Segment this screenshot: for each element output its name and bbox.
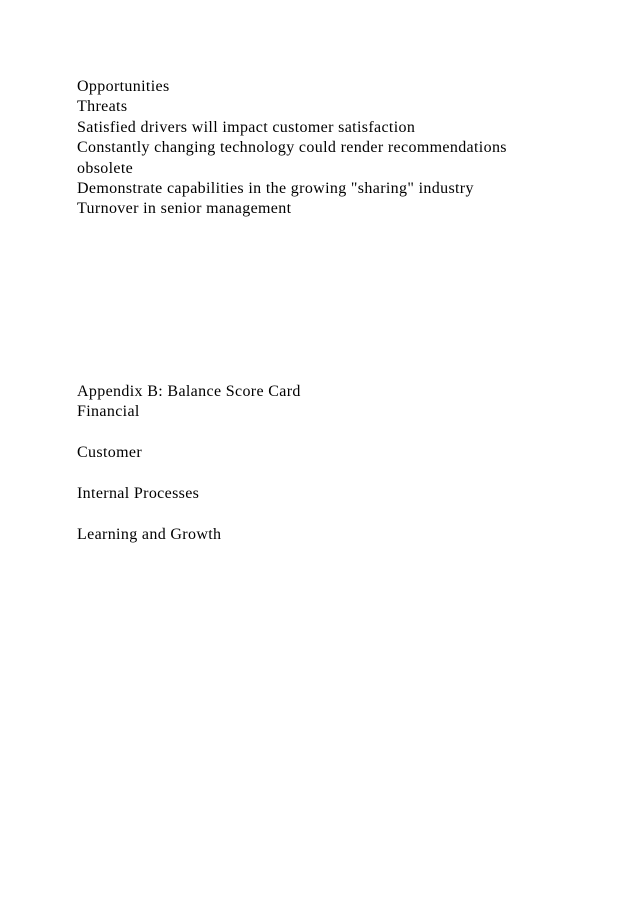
spacer	[77, 464, 301, 484]
swot-line-changing-technology: Constantly changing technology could render recommendations	[77, 139, 507, 157]
swot-text-block	[77, 77, 507, 220]
section-internal-processes: Internal Processes	[77, 484, 200, 502]
appendix-title: Appendix B: Balance Score Card	[77, 383, 301, 400]
swot-line-turnover: Turnover in senior management	[77, 200, 292, 218]
swot-line-threats: Threats	[77, 98, 128, 116]
appendix-text-block	[77, 382, 301, 545]
spacer	[77, 504, 301, 524]
swot-line-sharing-industry: Demonstrate capabilities in the growing "sharing" industry	[77, 179, 474, 197]
swot-line-satisfied-drivers: Satisfied drivers will impact customer satisfaction	[77, 118, 416, 136]
swot-line-opportunities: Opportunities	[77, 78, 170, 95]
section-learning-growth: Learning and Growth	[77, 525, 222, 543]
section-customer: Customer	[77, 444, 143, 462]
spacer	[77, 423, 301, 443]
swot-line-obsolete: obsolete	[77, 159, 134, 177]
section-financial: Financial	[77, 403, 140, 421]
